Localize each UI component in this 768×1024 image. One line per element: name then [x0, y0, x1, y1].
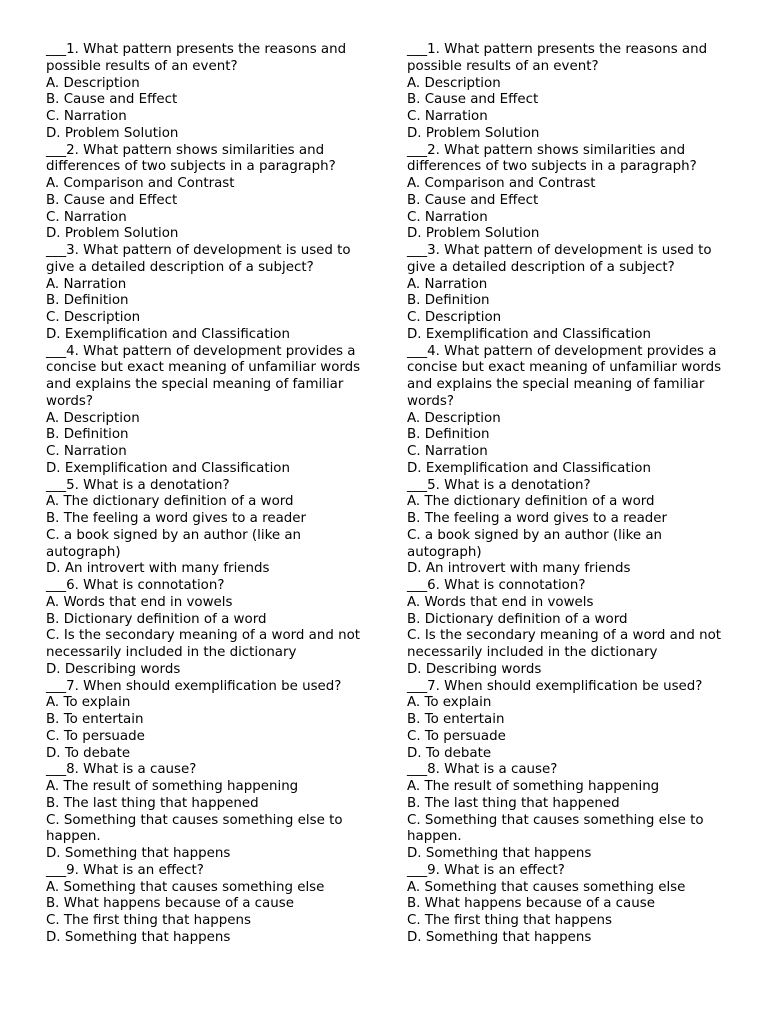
- question-stem: ___1. What pattern presents the reasons and possible results of an event?: [46, 42, 347, 74]
- question-block: [407, 344, 737, 478]
- answer-choice: B. Dictionary definition of a word: [46, 611, 267, 627]
- question-stem: ___6. What is connotation?: [46, 578, 225, 593]
- answer-choice: D. Problem Solution: [46, 125, 179, 141]
- answer-choice: A. To explain: [46, 695, 131, 711]
- answer-choice: A. The result of something happening: [407, 779, 660, 794]
- question-block: [407, 863, 737, 947]
- answer-choice: D. Describing words: [407, 661, 542, 677]
- answer-choice: A. Description: [407, 410, 501, 426]
- question-stem: ___9. What is an effect?: [407, 862, 565, 878]
- answer-choice: A. Words that end in vowels: [46, 594, 233, 610]
- question-block: [407, 679, 737, 763]
- question-stem: ___2. What pattern shows similarities and differences of two subjects in a paragraph?: [46, 142, 336, 175]
- answer-choice: B. Dictionary definition of a word: [407, 611, 628, 627]
- answer-choice: C. a book signed by an author (like an autograph): [407, 527, 663, 560]
- answer-choice: C. Narration: [46, 109, 127, 124]
- answer-choice: D. To debate: [46, 745, 131, 761]
- answer-choice: C. Description: [407, 310, 502, 325]
- answer-choice: D. Something that happens: [46, 929, 231, 945]
- answer-choice: C. a book signed by an author (like an autograph): [46, 527, 302, 560]
- answer-choice: D. Something that happens: [46, 846, 231, 861]
- answer-choice: C. To persuade: [407, 728, 506, 744]
- question-stem: ___3. What pattern of development is used to give a detailed description of a subject?: [46, 243, 351, 275]
- question-stem: ___4. What pattern of development provides a concise but exact meaning of unfamiliar words and explains the special meaning of familiar words?: [46, 343, 361, 409]
- answer-choice: A. The dictionary definition of a word: [46, 494, 294, 510]
- answer-choice: B. The feeling a word gives to a reader: [407, 511, 668, 526]
- answer-choice: B. Definition: [407, 293, 490, 309]
- answer-choice: A. Comparison and Contrast: [46, 176, 235, 191]
- answer-choice: C. Is the secondary meaning of a word and not necessarily included in the dictionary: [407, 628, 722, 660]
- answer-choice: D. Exemplification and Classification: [407, 326, 651, 342]
- answer-choice: D. Describing words: [46, 661, 181, 677]
- answer-choice: C. The first thing that happens: [46, 913, 251, 928]
- answer-choice: D. Something that happens: [407, 929, 592, 945]
- answer-choice: D. Problem Solution: [407, 226, 540, 242]
- question-stem: ___3. What pattern of development is used to give a detailed description of a subject?: [407, 243, 712, 275]
- answer-choice: B. Cause and Effect: [407, 92, 539, 108]
- question-block: [46, 344, 376, 478]
- answer-choice: D. Exemplification and Classification: [46, 326, 290, 342]
- answer-choice: C. Description: [46, 310, 141, 325]
- answer-choice: B. To entertain: [46, 712, 144, 727]
- answer-choice: C. Narration: [46, 444, 127, 459]
- answer-choice: C. Is the secondary meaning of a word and not necessarily included in the dictionary: [46, 628, 361, 660]
- answer-choice: C. Narration: [407, 209, 488, 225]
- answer-choice: B. Definition: [46, 293, 129, 309]
- answer-choice: B. The last thing that happened: [407, 795, 620, 811]
- question-block: [407, 578, 737, 679]
- answer-choice: D. An introvert with many friends: [407, 561, 631, 577]
- question-block: [407, 243, 737, 344]
- answer-choice: A. Comparison and Contrast: [407, 176, 596, 191]
- question-block: [407, 762, 737, 863]
- answer-choice: A. The dictionary definition of a word: [407, 494, 655, 510]
- question-block: [46, 42, 376, 143]
- answer-choice: B. Cause and Effect: [46, 92, 178, 108]
- answer-choice: B. Definition: [407, 427, 490, 443]
- answer-choice: B. Cause and Effect: [46, 192, 178, 208]
- answer-choice: D. Problem Solution: [46, 226, 179, 242]
- question-stem: ___9. What is an effect?: [46, 862, 204, 878]
- question-block: [407, 478, 737, 579]
- question-block: [46, 478, 376, 579]
- answer-choice: C. Narration: [407, 109, 488, 124]
- quiz-column-left: [46, 42, 376, 947]
- question-stem: ___2. What pattern shows similarities and differences of two subjects in a paragraph?: [407, 142, 697, 175]
- answer-choice: D. Something that happens: [407, 846, 592, 861]
- answer-choice: B. What happens because of a cause: [407, 896, 655, 912]
- answer-choice: D. Exemplification and Classification: [46, 460, 290, 476]
- quiz-column-right: [407, 42, 737, 947]
- answer-choice: B. Cause and Effect: [407, 192, 539, 208]
- answer-choice: B. To entertain: [407, 712, 505, 727]
- question-block: [46, 679, 376, 763]
- answer-choice: C. Narration: [46, 209, 127, 225]
- question-stem: ___1. What pattern presents the reasons and possible results of an event?: [407, 42, 708, 74]
- answer-choice: A. The result of something happening: [46, 779, 299, 794]
- answer-choice: D. An introvert with many friends: [46, 561, 270, 577]
- question-block: [46, 762, 376, 863]
- question-stem: ___5. What is a denotation?: [46, 477, 230, 493]
- answer-choice: A. To explain: [407, 695, 492, 711]
- answer-choice: D. Problem Solution: [407, 125, 540, 141]
- answer-choice: D. To debate: [407, 745, 492, 761]
- answer-choice: C. Something that causes something else to happen.: [46, 812, 343, 845]
- answer-choice: A. Something that causes something else: [46, 879, 325, 895]
- answer-choice: A. Description: [46, 410, 140, 426]
- answer-choice: A. Narration: [407, 276, 488, 292]
- answer-choice: A. Narration: [46, 276, 127, 292]
- question-block: [407, 143, 737, 244]
- answer-choice: B. The feeling a word gives to a reader: [46, 511, 307, 526]
- question-stem: ___7. When should exemplification be used?: [407, 678, 703, 694]
- question-stem: ___7. When should exemplification be used?: [46, 678, 342, 694]
- answer-choice: B. What happens because of a cause: [46, 896, 294, 912]
- answer-choice: B. Definition: [46, 427, 129, 443]
- question-stem: ___8. What is a cause?: [407, 762, 558, 778]
- question-block: [46, 243, 376, 344]
- answer-choice: B. The last thing that happened: [46, 795, 259, 811]
- answer-choice: C. Something that causes something else to happen.: [407, 812, 704, 845]
- answer-choice: C. The first thing that happens: [407, 913, 612, 928]
- answer-choice: D. Exemplification and Classification: [407, 460, 651, 476]
- answer-choice: A. Something that causes something else: [407, 879, 686, 895]
- answer-choice: A. Words that end in vowels: [407, 594, 594, 610]
- answer-choice: C. Narration: [407, 444, 488, 459]
- question-stem: ___4. What pattern of development provides a concise but exact meaning of unfamiliar words and explains the special meaning of familiar words?: [407, 343, 722, 409]
- question-stem: ___5. What is a denotation?: [407, 477, 591, 493]
- answer-choice: A. Description: [46, 75, 140, 91]
- question-block: [46, 578, 376, 679]
- answer-choice: A. Description: [407, 75, 501, 91]
- question-block: [407, 42, 737, 143]
- question-block: [46, 143, 376, 244]
- question-stem: ___6. What is connotation?: [407, 578, 586, 593]
- answer-choice: C. To persuade: [46, 728, 145, 744]
- question-stem: ___8. What is a cause?: [46, 762, 197, 778]
- question-block: [46, 863, 376, 947]
